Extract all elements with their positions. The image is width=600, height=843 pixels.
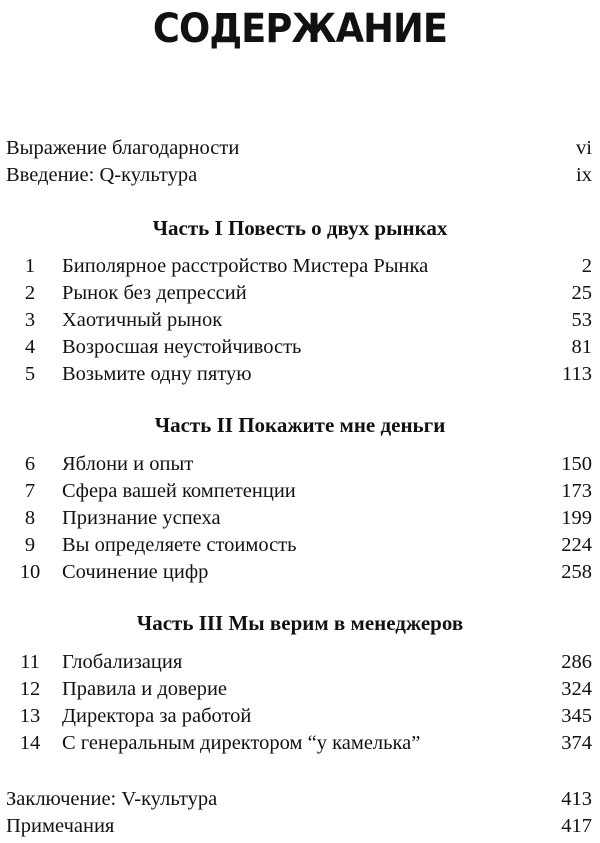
toc-entry[interactable] bbox=[6, 559, 592, 585]
chapter-number: 1 bbox=[24, 255, 36, 277]
chapter-title: Сфера вашей компетенции bbox=[62, 480, 296, 502]
chapter-page: 224 bbox=[561, 534, 592, 556]
chapter-number: 12 bbox=[19, 678, 41, 700]
toc-entry[interactable] bbox=[6, 505, 592, 531]
toc-entry[interactable] bbox=[6, 649, 592, 675]
chapter-page: 345 bbox=[561, 705, 592, 727]
chapter-number: 5 bbox=[24, 363, 36, 385]
chapter-page: 150 bbox=[561, 453, 592, 475]
chapter-title: Признание успеха bbox=[62, 507, 221, 529]
toc-entry-label: Введение: Q-культура bbox=[6, 164, 198, 186]
chapter-page: 113 bbox=[562, 363, 592, 385]
part-heading: Часть I Повесть о двух рынках bbox=[152, 216, 448, 240]
chapter-number: 10 bbox=[19, 561, 41, 583]
toc-entry[interactable] bbox=[6, 703, 592, 729]
toc-entry[interactable] bbox=[6, 676, 592, 702]
toc-entry[interactable] bbox=[6, 730, 592, 756]
chapter-number: 14 bbox=[19, 732, 41, 754]
toc-entry[interactable] bbox=[6, 162, 592, 188]
chapter-number: 3 bbox=[24, 309, 36, 331]
toc-entry[interactable] bbox=[6, 451, 592, 477]
toc-entry-page: 417 bbox=[561, 815, 592, 837]
chapter-page: 324 bbox=[561, 678, 592, 700]
toc-entry[interactable] bbox=[6, 280, 592, 306]
toc-entry[interactable] bbox=[6, 813, 592, 839]
chapter-page: 25 bbox=[571, 282, 592, 304]
toc-entry-page: vi bbox=[576, 137, 592, 159]
toc-entry-label: Заключение: V-культура bbox=[6, 788, 218, 810]
chapter-page: 374 bbox=[561, 732, 592, 754]
chapter-number: 6 bbox=[24, 453, 36, 475]
chapter-page: 2 bbox=[581, 255, 592, 277]
chapter-page: 173 bbox=[561, 480, 592, 502]
part-heading: Часть II Покажите мне деньги bbox=[154, 413, 446, 437]
toc-entry-page: 413 bbox=[561, 788, 592, 810]
page-title: СОДЕРЖАНИЕ bbox=[152, 6, 448, 52]
chapter-title: Хаотичный рынок bbox=[62, 309, 223, 331]
toc-entry[interactable] bbox=[6, 786, 592, 812]
toc-entry-label: Выражение благодарности bbox=[6, 137, 240, 159]
chapter-number: 11 bbox=[20, 651, 40, 673]
chapter-title: Возросшая неустойчивость bbox=[62, 336, 302, 358]
chapter-title: Глобализация bbox=[62, 651, 183, 673]
chapter-page: 53 bbox=[571, 309, 592, 331]
toc-entry[interactable] bbox=[6, 361, 592, 387]
chapter-number: 4 bbox=[24, 336, 36, 358]
chapter-number: 7 bbox=[24, 480, 36, 502]
chapter-title: С генеральным директором “у камелька” bbox=[62, 732, 421, 754]
chapter-title: Яблони и опыт bbox=[62, 453, 194, 475]
toc-entry-page: ix bbox=[576, 164, 592, 186]
chapter-page: 81 bbox=[571, 336, 592, 358]
chapter-title: Биполярное расстройство Мистера Рынка bbox=[62, 255, 429, 277]
chapter-page: 258 bbox=[561, 561, 592, 583]
chapter-title: Возьмите одну пятую bbox=[62, 363, 252, 385]
toc-entry[interactable] bbox=[6, 532, 592, 558]
toc-entry[interactable] bbox=[6, 135, 592, 161]
chapter-page: 286 bbox=[561, 651, 592, 673]
chapter-title: Вы определяете стоимость bbox=[62, 534, 297, 556]
chapter-title: Рынок без депрессий bbox=[62, 282, 247, 304]
chapter-title: Сочинение цифр bbox=[62, 561, 209, 583]
chapter-number: 9 bbox=[24, 534, 36, 556]
toc-entry[interactable] bbox=[6, 478, 592, 504]
chapter-number: 8 bbox=[24, 507, 36, 529]
toc-entry-label: Примечания bbox=[6, 815, 115, 837]
chapter-title: Директора за работой bbox=[62, 705, 252, 727]
chapter-title: Правила и доверие bbox=[62, 678, 228, 700]
chapter-number: 13 bbox=[19, 705, 41, 727]
toc-entry[interactable] bbox=[6, 307, 592, 333]
toc-entry[interactable] bbox=[6, 253, 592, 279]
chapter-number: 2 bbox=[24, 282, 36, 304]
toc-entry[interactable] bbox=[6, 334, 592, 360]
chapter-page: 199 bbox=[561, 507, 592, 529]
part-heading: Часть III Мы верим в менеджеров bbox=[136, 611, 464, 635]
